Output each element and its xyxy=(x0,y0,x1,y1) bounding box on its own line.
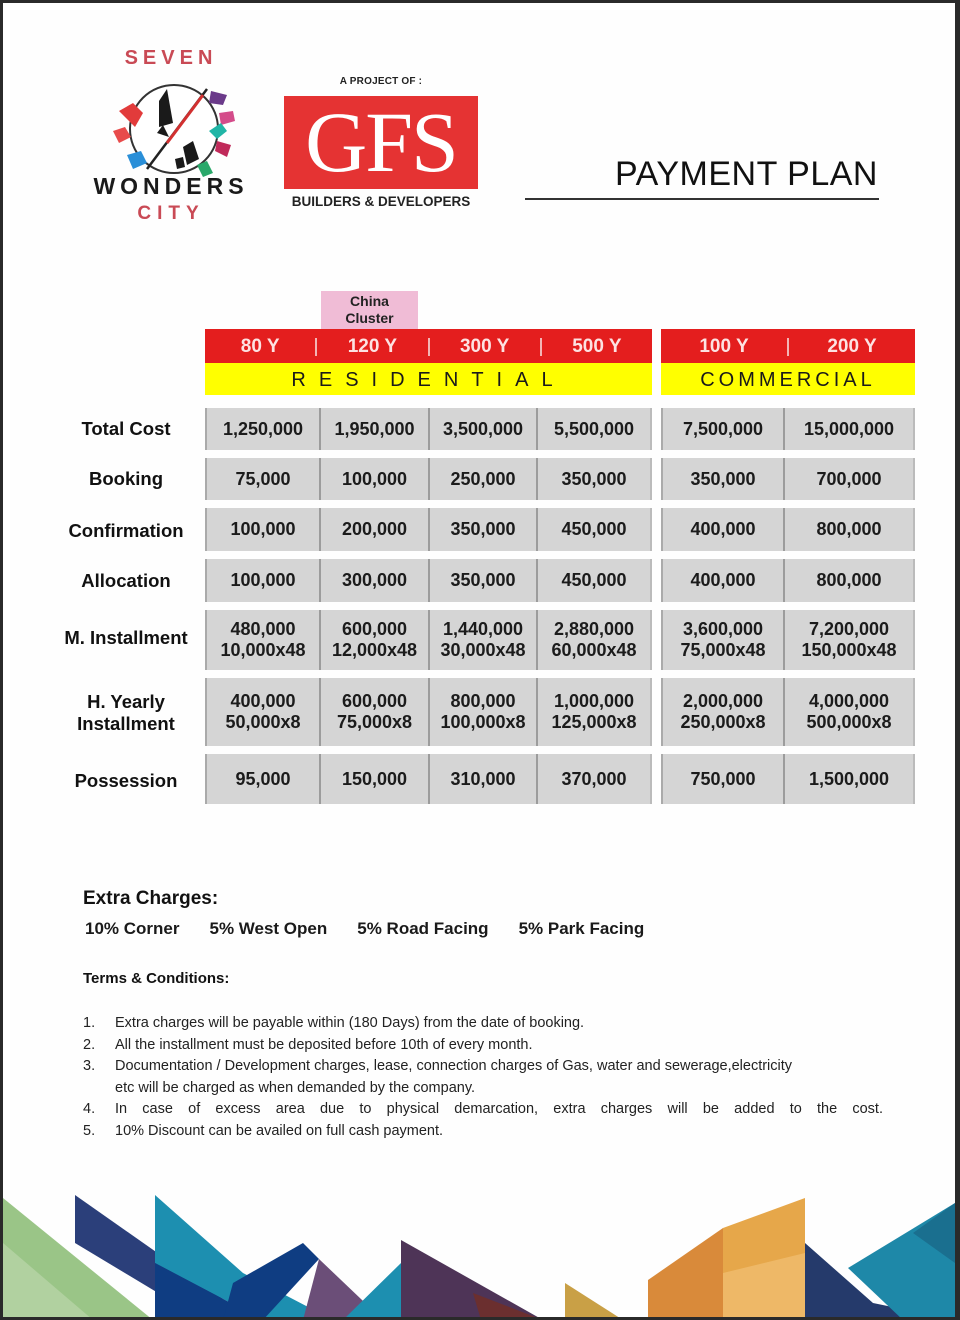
cell-breakdown: 50,000x8 xyxy=(225,712,301,732)
table-cell: 95,000 xyxy=(207,754,321,804)
residential-cells xyxy=(205,458,652,500)
terms-item-text-line1: Documentation / Development charges, lease, connection charges of Gas, water and sewerage,electricity xyxy=(115,1058,793,1074)
table-cell xyxy=(785,678,913,746)
table-cell: 3,500,000 xyxy=(430,408,538,450)
cell-breakdown: 500,000x8 xyxy=(806,712,892,732)
table-cell: 1,250,000 xyxy=(207,408,321,450)
terms-item-text: All the installment must be deposited before 10th of every month. xyxy=(115,1036,533,1053)
extra-charge-item: 5% Road Facing xyxy=(357,919,489,938)
residential-cells xyxy=(205,678,652,746)
table-cell: 350,000 xyxy=(430,559,538,602)
table-cell: 350,000 xyxy=(430,508,538,551)
cell-breakdown: 12,000x48 xyxy=(331,640,418,660)
table-cell: 450,000 xyxy=(561,519,627,539)
size-header-100y: 100 Y xyxy=(699,336,749,357)
cell-total: 400,000 xyxy=(230,691,296,711)
table-cell: 350,000 xyxy=(561,468,627,489)
table-cell: 250,000 xyxy=(430,458,538,500)
cell-total: 600,000 xyxy=(341,691,408,711)
table-cell xyxy=(538,678,650,746)
commercial-cells xyxy=(661,508,915,551)
cell-breakdown: 75,000x48 xyxy=(680,640,766,660)
table-cell: 400,000 xyxy=(663,559,785,602)
row-label: Possession xyxy=(74,770,178,791)
cell-breakdown: 125,000x8 xyxy=(551,712,637,732)
cell-breakdown: 60,000x48 xyxy=(551,640,637,660)
table-cell xyxy=(663,610,785,670)
terms-item xyxy=(83,1121,883,1143)
terms-item-text-line2: etc will be charged as when demanded by the company. xyxy=(115,1079,476,1096)
cell-total: 600,000 xyxy=(341,619,408,639)
page-title: PAYMENT PLAN xyxy=(615,155,878,193)
table-cell: 370,000 xyxy=(561,768,627,789)
extra-charge-item: 10% Corner xyxy=(85,919,180,938)
china-cluster-line1: China xyxy=(350,293,389,309)
cell-total: 2,000,000 xyxy=(682,691,764,711)
residential-size-bar xyxy=(205,329,652,363)
table-cell: 200,000 xyxy=(321,508,430,551)
table-cell xyxy=(207,610,321,670)
extra-charges-list xyxy=(85,919,674,939)
terms-item xyxy=(83,1013,883,1035)
cell-total: 7,200,000 xyxy=(808,619,890,639)
commercial-category-label: COMMERCIAL xyxy=(661,363,915,395)
residential-cells xyxy=(205,408,652,450)
cell-breakdown: 30,000x48 xyxy=(440,640,526,660)
payment-plan-page xyxy=(3,3,955,1317)
table-cell: 450,000 xyxy=(561,570,627,590)
geometric-footer-decoration xyxy=(3,1183,955,1317)
terms-item-number: 3. xyxy=(83,1058,96,1074)
table-cell: 750,000 xyxy=(663,754,785,804)
row-label: Confirmation xyxy=(68,520,184,541)
table-cell: 1,500,000 xyxy=(808,768,890,789)
logo-text-city: CITY xyxy=(137,203,205,224)
residential-cells xyxy=(205,559,652,602)
terms-list xyxy=(83,1013,883,1142)
terms-item-number: 5. xyxy=(83,1122,96,1139)
commercial-cells xyxy=(661,408,915,450)
table-cell xyxy=(538,610,650,670)
gfs-developer-logo xyxy=(281,73,481,213)
commercial-size-bar xyxy=(661,329,915,363)
row-label xyxy=(53,691,199,735)
cell-breakdown: 100,000x8 xyxy=(440,712,526,732)
project-of-label: A PROJECT OF : xyxy=(339,76,423,87)
table-cell: 700,000 xyxy=(816,468,882,489)
cell-total: 480,000 xyxy=(230,619,296,639)
terms-item xyxy=(83,1035,883,1057)
residential-category-label: RESIDENTIAL xyxy=(205,363,652,395)
china-cluster-badge xyxy=(321,291,418,329)
table-cell: 800,000 xyxy=(816,519,882,539)
table-cell xyxy=(321,610,430,670)
cell-total: 1,440,000 xyxy=(442,619,524,639)
builders-developers-label: BUILDERS & DEVELOPERS xyxy=(291,194,471,209)
cell-total: 4,000,000 xyxy=(808,691,890,711)
table-cell: 100,000 xyxy=(207,508,321,551)
terms-item-text: In case of excess area due to physical demarcation, extra charges will be added to the cost. xyxy=(115,1101,883,1117)
table-cell: 100,000 xyxy=(321,458,430,500)
size-header-300y: 300 Y xyxy=(459,336,510,357)
cell-total: 2,880,000 xyxy=(553,619,635,639)
cell-total: 800,000 xyxy=(450,691,516,711)
extra-charges-title: Extra Charges: xyxy=(83,888,219,909)
table-cell: 150,000 xyxy=(321,754,430,804)
size-header-500y: 500 Y xyxy=(572,336,622,357)
cell-breakdown: 75,000x8 xyxy=(336,712,413,732)
size-header-200y: 200 Y xyxy=(827,336,877,357)
cell-breakdown: 150,000x48 xyxy=(801,640,897,660)
china-cluster-line2: Cluster xyxy=(345,310,394,326)
commercial-cells xyxy=(661,678,915,746)
row-label: Booking xyxy=(89,468,163,489)
residential-cells xyxy=(205,508,652,551)
terms-title: Terms & Conditions: xyxy=(83,970,230,987)
table-cell xyxy=(785,610,913,670)
extra-charge-item: 5% West Open xyxy=(209,919,328,938)
terms-item-number: 1. xyxy=(83,1015,96,1031)
table-cell: 1,950,000 xyxy=(321,408,430,450)
terms-item-text: 10% Discount can be availed on full cash payment. xyxy=(115,1122,444,1139)
commercial-cells xyxy=(661,754,915,804)
table-cell xyxy=(321,678,430,746)
row-label: M. Installment xyxy=(64,627,188,648)
table-cell: 75,000 xyxy=(207,458,321,500)
table-cell: 100,000 xyxy=(207,559,321,602)
cell-breakdown: 10,000x48 xyxy=(220,640,306,660)
size-header-80y: 80 Y xyxy=(240,336,280,357)
table-cell: 7,500,000 xyxy=(663,408,785,450)
seven-wonders-city-logo xyxy=(81,45,261,230)
table-cell: 5,500,000 xyxy=(553,418,635,439)
logo-text-seven: SEVEN xyxy=(124,47,218,69)
row-label: Allocation xyxy=(81,570,171,591)
commercial-cells xyxy=(661,610,915,670)
terms-item xyxy=(83,1056,883,1099)
gfs-logo-box: GFS xyxy=(284,96,478,189)
residential-cells xyxy=(205,610,652,670)
commercial-cells xyxy=(661,458,915,500)
size-header-120y: 120 Y xyxy=(347,336,398,357)
table-cell: 300,000 xyxy=(321,559,430,602)
wonders-emblem-icon xyxy=(99,71,249,189)
terms-item-number: 4. xyxy=(83,1101,96,1117)
extra-charge-item: 5% Park Facing xyxy=(518,919,645,938)
table-cell xyxy=(663,678,785,746)
terms-item-number: 2. xyxy=(83,1036,96,1053)
row-label-line2: Installment xyxy=(77,713,175,734)
commercial-cells xyxy=(661,559,915,602)
logo-text-wonders: WONDERS xyxy=(93,173,249,199)
cell-total: 3,600,000 xyxy=(682,619,764,639)
cell-breakdown: 250,000x8 xyxy=(680,712,766,732)
row-label-line1: H. Yearly xyxy=(87,691,165,712)
terms-item xyxy=(83,1099,883,1121)
table-cell xyxy=(430,678,538,746)
table-cell: 800,000 xyxy=(816,570,882,590)
table-cell: 310,000 xyxy=(430,754,538,804)
title-underline xyxy=(525,198,879,200)
residential-cells xyxy=(205,754,652,804)
row-label: Total Cost xyxy=(81,418,171,439)
table-cell: 350,000 xyxy=(663,458,785,500)
table-cell: 400,000 xyxy=(663,508,785,551)
terms-item-text: Extra charges will be payable within (180 Days) from the date of booking. xyxy=(115,1015,585,1031)
cell-total: 1,000,000 xyxy=(553,691,635,711)
table-cell: 15,000,000 xyxy=(803,418,895,439)
table-cell xyxy=(207,678,321,746)
table-cell xyxy=(430,610,538,670)
terms-item-text xyxy=(115,1056,883,1099)
